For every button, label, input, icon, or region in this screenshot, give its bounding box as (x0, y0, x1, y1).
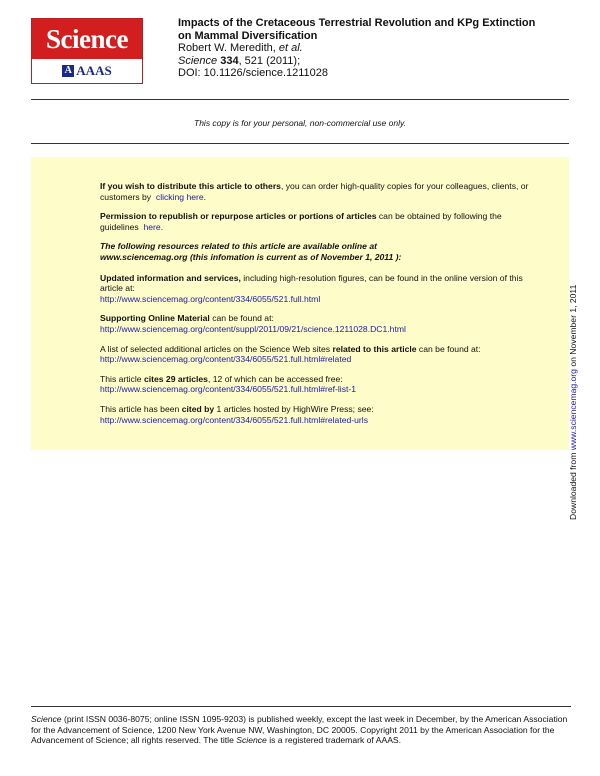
related-pre: A list of selected additional articles on the Science Web sites (100, 343, 333, 354)
article-doi: DOI: 10.1126/science.1211028 (178, 67, 329, 79)
top-divider (31, 99, 569, 100)
download-note (568, 285, 578, 520)
cites-post: , 12 of which can be accessed free: (207, 373, 343, 384)
footer-journal2: Science (236, 735, 267, 745)
distribute-heading: If you wish to distribute this article to others (100, 181, 281, 191)
download-pre: Downloaded from (568, 450, 578, 520)
som-text: can be found at: (209, 313, 274, 324)
aaas-mark-icon: A (62, 65, 74, 77)
article-authors (178, 42, 578, 55)
article-citation (178, 17, 578, 80)
som-paragraph (100, 313, 530, 334)
permission-paragraph: Permission to republish or repurpose articles or portions of articles can be obtained by following the guidelines here. (100, 211, 502, 232)
cited-by-paragraph (100, 404, 530, 425)
permission-text: can be obtained by following the guidelines (100, 211, 502, 232)
article-title-line2: on Mammal Diversification (178, 29, 318, 42)
aaas-logo (32, 59, 142, 83)
journal-pages: , 521 (2011); (238, 54, 301, 67)
resources-notice (100, 241, 530, 262)
related-urls-link[interactable]: http://www.sciencemag.org/content/334/6055/521.full.html#related-urls (100, 414, 368, 425)
som-link[interactable]: http://www.sciencemag.org/content/suppl/2011/09/21/science.1211028.DC1.html (100, 323, 406, 334)
updated-text: including high-resolution figures, can be found in the online version of this article at: (100, 272, 523, 294)
article-title-line1: Impacts of the Cretaceous Terrestrial Revolution and KPg Extinction (178, 17, 536, 29)
journal-name: Science (178, 54, 218, 67)
download-post: on November 1, 2011 (568, 284, 578, 370)
related-heading: related to this article (332, 343, 417, 354)
cites-heading: cites 29 articles (143, 373, 208, 384)
notice-line1: The following resources related to this article are available online at (100, 241, 377, 252)
author-suffix: et al. (278, 42, 303, 54)
science-logo[interactable] (31, 18, 143, 84)
ref-list-link[interactable]: http://www.sciencemag.org/content/334/6055/521.full.html#ref-list-1 (100, 384, 357, 395)
cited-heading: cited by (181, 403, 215, 414)
guidelines-here-link[interactable]: here (143, 221, 161, 232)
journal-volume: 334 (220, 54, 239, 67)
permission-heading: Permission to republish or repurpose articles or portions of articles (100, 211, 377, 222)
related-post: can be found at: (416, 343, 481, 354)
info-box-content (100, 181, 530, 434)
distribute-paragraph: If you wish to distribute this article to others, you can order high-quality copies for your colleagues, clients, or customers by clicking here. (100, 181, 529, 202)
sciencemag-link[interactable]: www.sciencemag.org (568, 369, 578, 451)
logo-wordmark: Science (32, 19, 142, 59)
footer-text2: is a registered trademark of AAAS. (266, 735, 402, 745)
footer-text1: (print ISSN 0036-8075; online ISSN 1095-9203) is published weekly, except the last week in December, by the American Association for the Advancement of Science, 1200 New York Avenue NW, Washington, DC 20005. Copyright 2011 by the American Association for the Advancement of Science; all rights reserved. The title (31, 714, 568, 745)
related-paragraph (100, 344, 530, 365)
notice-line2: www.sciencemag.org (this infomation is current as of November 1, 2011 ): (100, 251, 402, 262)
updated-heading: Updated information and services, (100, 272, 241, 283)
cited-pre: This article has been (100, 403, 182, 414)
som-heading: Supporting Online Material (100, 313, 210, 324)
clicking-here-link[interactable]: clicking here (155, 191, 204, 202)
personal-use-note: This copy is for your personal, non-commercial use only. (194, 118, 406, 128)
journal-reference (178, 55, 578, 68)
cites-paragraph (100, 374, 530, 395)
second-divider (31, 143, 569, 144)
copyright-footer (31, 706, 571, 746)
footer-journal: Science (31, 714, 62, 724)
cited-post: 1 articles hosted by HighWire Press; see: (214, 403, 374, 414)
related-link[interactable]: http://www.sciencemag.org/content/334/6055/521.full.html#related (100, 354, 352, 365)
full-text-link[interactable]: http://www.sciencemag.org/content/334/6055/521.full.html (100, 293, 321, 304)
cites-pre: This article (100, 373, 144, 384)
updated-info-paragraph (100, 273, 530, 305)
author-name: Robert W. Meredith, (178, 42, 276, 54)
aaas-label: AAAS (76, 63, 112, 78)
distribute-text: , you can order high-quality copies for your colleagues, clients, or customers by (100, 181, 529, 202)
